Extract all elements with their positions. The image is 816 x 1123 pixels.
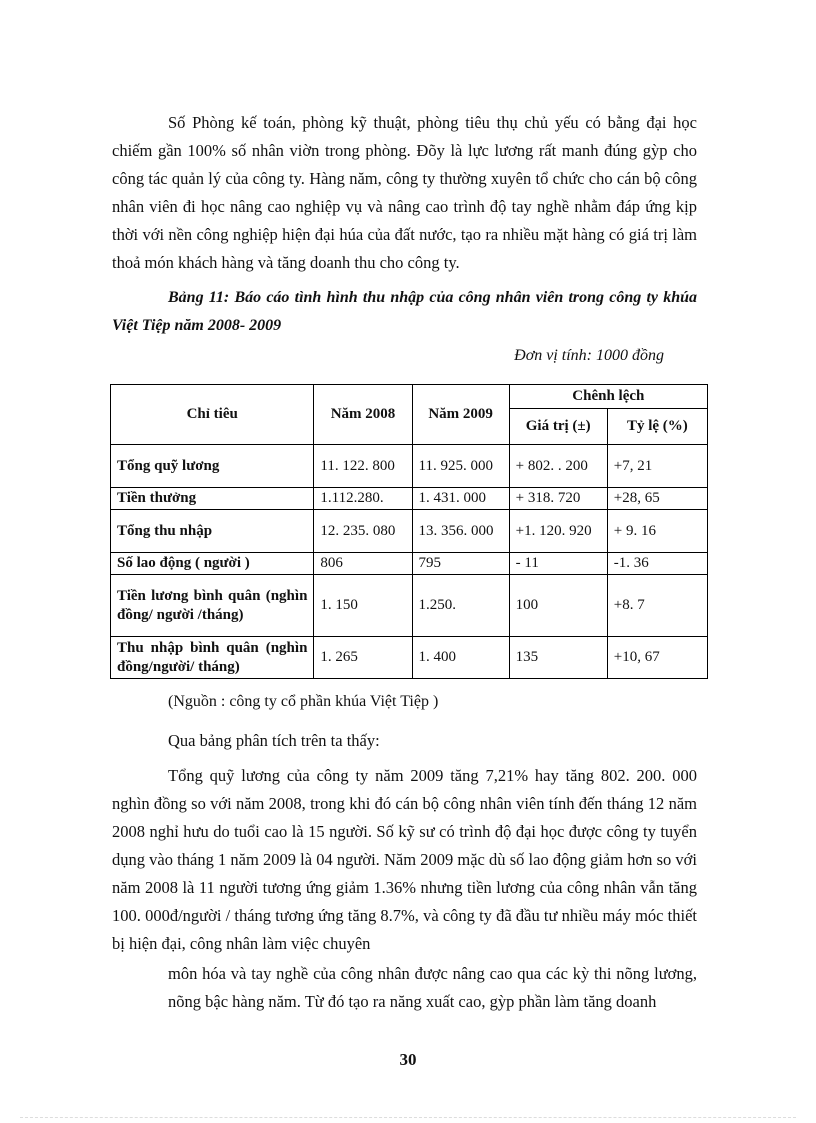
page-number: 30 [399,1050,417,1069]
paragraph-continuation: môn hóa và tay nghề của công nhân được nâng cao qua các kỳ thi nõng lương, nõng bậc hàng năm. Từ đó tạo ra năng xuất cao, gỳp phần làm tăng doanh [168,964,697,1011]
paragraph-wage-analysis: Tổng quỹ lương của công ty năm 2009 tăng 7,21% hay tăng 802. 200. 000 nghìn đồng so với năm 2008, trong khi đó cán bộ công nhân viên tính đến tháng 12 năm 2008 nghỉ hưu do tuổi cao là 15 người. Số kỹ sư có trình độ đại học được công ty tuyển dụng vào tháng 1 năm 2009 là 04 người. Năm 2009 mặc dù số lao động giảm hơn so với năm 2008 là 11 người tương ứng giảm 1.36% nhưng tiền lương của công nhân vẫn tăng 100. 000đ/người / tháng tương ứng tăng 8.7%, và công ty đã đầu tư nhiều máy móc thiết bị hiện đại, công nhân làm việc chuyên [112,766,697,953]
cell-value: +1. 120. 920 [509,510,607,553]
footer-divider [20,1117,796,1118]
cell-ratio: -1. 36 [607,553,707,575]
income-report-table [110,384,708,679]
table-row [111,445,708,488]
cell-ratio: +10, 67 [607,637,707,679]
cell-value: - 11 [509,553,607,575]
cell-ratio: +8. 7 [607,575,707,637]
unit-note: Đơn vị tính: 1000 đồng [514,347,664,364]
cell-value: 135 [509,637,607,679]
cell-2008: 11. 122. 800 [314,445,412,488]
cell-2009: 11. 925. 000 [412,445,509,488]
row-label: Tổng thu nhập [111,510,314,553]
analysis-intro: Qua bảng phân tích trên ta thấy: [168,731,380,750]
cell-2009: 13. 356. 000 [412,510,509,553]
header-ratio: Tỷ lệ (%) [607,409,707,445]
cell-2008: 1.112.280. [314,488,412,510]
cell-value: + 318. 720 [509,488,607,510]
cell-ratio: +28, 65 [607,488,707,510]
cell-value: 100 [509,575,607,637]
paragraph-staff-qualification: Số Phòng kế toán, phòng kỹ thuật, phòng tiêu thụ chủ yếu có bằng đại học chiếm gần 100% số nhân viờn trong phòng. Đõy là lực lương rất manh đúng gỳp cho công tác quản lý của công ty. Hàng năm, công ty thường xuyên tổ chức cho cán bộ công nhân viên đi học nâng cao nghiệp vụ và nâng cao trình độ tay nghề nhằm đáp ứng kịp thời với nền công nghiệp hiện đại húa của đất nước, tạo ra nhiều mặt hàng có giá trị làm thoả món khách hàng và tăng doanh thu cho công ty. [112,113,697,272]
row-label: Tiền lương bình quân (nghìn đồng/ người /tháng) [111,575,314,637]
cell-ratio: +7, 21 [607,445,707,488]
row-label: Tổng quỹ lương [111,445,314,488]
row-label: Tiền thưởng [111,488,314,510]
cell-2009: 1.250. [412,575,509,637]
cell-ratio: + 9. 16 [607,510,707,553]
header-year-2009: Năm 2009 [412,385,509,445]
cell-2009: 795 [412,553,509,575]
table-row [111,553,708,575]
header-year-2008: Năm 2008 [314,385,412,445]
table-row [111,575,708,637]
cell-2008: 12. 235. 080 [314,510,412,553]
cell-value: + 802. . 200 [509,445,607,488]
table-row [111,510,708,553]
table-source: (Nguồn : công ty cổ phần khúa Việt Tiệp ) [168,693,439,710]
cell-2008: 1. 150 [314,575,412,637]
header-indicator: Chỉ tiêu [111,385,314,445]
table-caption: Bảng 11: Báo cáo tình hình thu nhập của công nhân viên trong công ty khúa Việt Tiệp năm 2008- 2009 [112,289,697,334]
header-value: Giá trị (±) [509,409,607,445]
row-label: Thu nhập bình quân (nghìn đồng/người/ tháng) [111,637,314,679]
table-row [111,637,708,679]
cell-2008: 1. 265 [314,637,412,679]
cell-2009: 1. 400 [412,637,509,679]
header-difference: Chênh lệch [509,385,707,409]
table-row [111,488,708,510]
row-label: Số lao động ( người ) [111,553,314,575]
cell-2009: 1. 431. 000 [412,488,509,510]
cell-2008: 806 [314,553,412,575]
